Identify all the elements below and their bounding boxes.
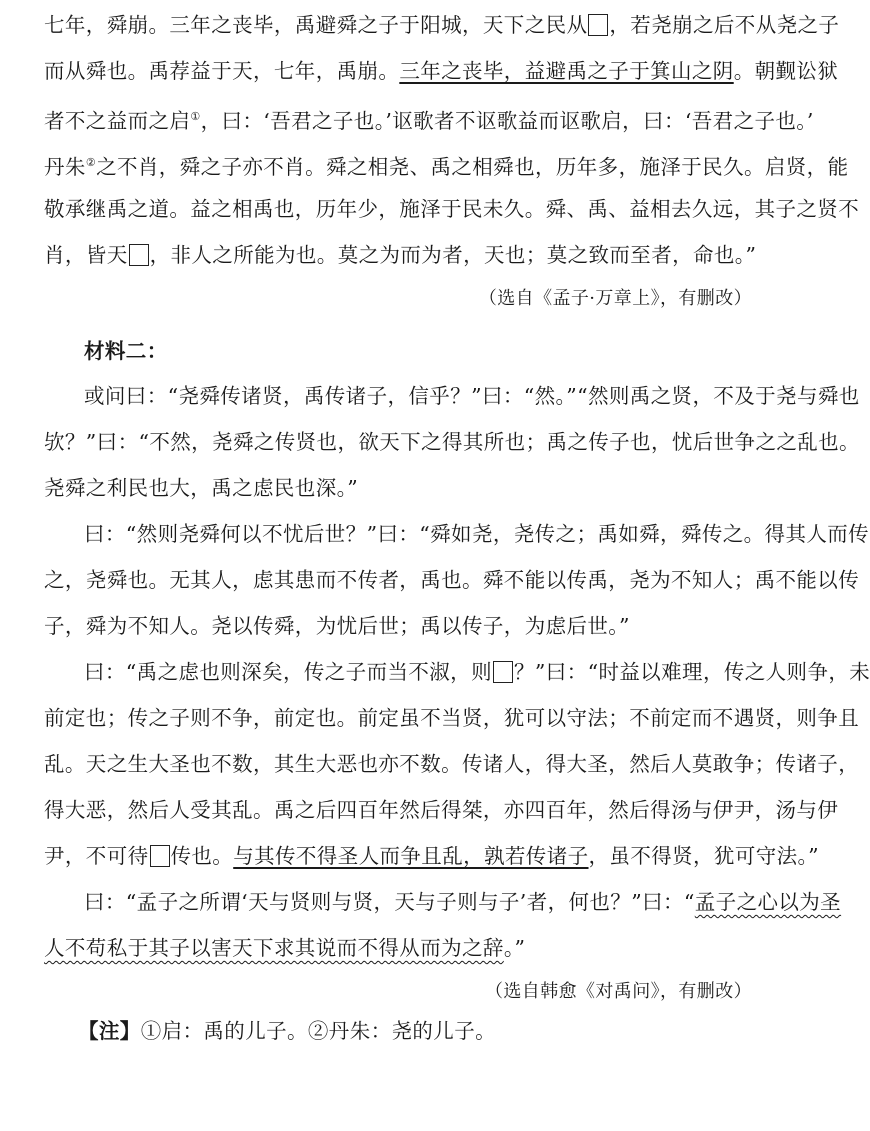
passage1-line-4: 丹朱②之不肖，舜之子亦不肖。舜之相尧、禹之相舜也，历年多，施泽于民久。启贤，能: [44, 155, 849, 179]
passage2-p4-line-2: 人不苟私于其子以害天下求其说而不得从而为之辞。”: [44, 936, 526, 960]
passage1-line-3: 者不之益而之启①，曰：‘吾君之子也。’讴歌者不讴歌益而讴歌启，曰：‘吾君之子也。’: [44, 109, 814, 133]
underlined-sentence: 与其传不得圣人而争且乱，孰若传诸子: [233, 844, 589, 868]
passage2-heading: 材料二：: [84, 339, 168, 363]
passage2-source: （选自韩愈《对禹问》，有删改）: [485, 981, 752, 1002]
passage1-line-6: 肖，皆天 ，非人之所能为也。莫之为而为者，天也；莫之致而至者，命也。”: [44, 243, 757, 267]
passage1-line-2: 而从舜也。禹荐益于天，七年，禹崩。三年之丧毕，益避禹之子于箕山之阴。朝觐讼狱: [44, 59, 839, 83]
passage1-line-5: 敬承继禹之道。益之相禹也，历年少，施泽于民未久。舜、禹、益相去久远，其子之贤不: [44, 197, 860, 221]
passage2-p2-line-3: 子，舜为不知人。尧以传舜，为忧后世；禹以传子，为虑后世。”: [44, 614, 630, 638]
passage2-p3-line-2: 前定也；传之子则不争，前定也。前定虽不当贤，犹可以守法；不前定而不遇贤，则争且: [44, 706, 860, 730]
blank-box: [493, 661, 513, 683]
passage2-p2-line-1: 曰：“然则尧舜何以不忧后世？”曰：“舜如尧，尧传之；禹如舜，舜传之。得其人而传: [84, 522, 870, 546]
wavy-underlined-text: 人不苟私于其子以害天下求其说而不得从而为之辞: [44, 936, 504, 960]
passage2-p3-line-5: 尹，不可待 传也。与其传不得圣人而争且乱，孰若传诸子，虽不得贤，犹可守法。”: [44, 844, 820, 868]
underlined-sentence: 三年之丧毕，益避禹之子于箕山之阴: [399, 59, 734, 83]
passage2-p3-line-1: 曰：“禹之虑也则深矣，传之子而当不淑，则 ？”曰：“时益以难理，传之人则争，未: [84, 660, 870, 684]
blank-box: [588, 14, 608, 36]
annotation-note: 【注】①启：禹的儿子。②丹朱：尧的儿子。: [78, 1019, 497, 1043]
wavy-underlined-text: 孟子之心以为圣: [694, 890, 842, 914]
blank-box: [129, 244, 149, 266]
passage1-source: （选自《孟子·万章上》，有删改）: [478, 288, 752, 309]
passage2-p1-line-3: 尧舜之利民也大，禹之虑民也深。”: [44, 476, 359, 500]
passage2-p4-line-1: 曰：“孟子之所谓‘天与贤则与贤，天与子则与子’者，何也？”曰：“孟子之心以为圣: [84, 890, 842, 914]
passage2-p3-line-3: 乱。天之生大圣也不数，其生大恶也亦不数。传诸人，得大圣，然后人莫敢争；传诸子，: [44, 752, 860, 776]
footnote-marker: ①: [190, 110, 201, 123]
footnote-marker: ②: [85, 156, 97, 169]
passage2-p1-line-2: 欤？”曰：“不然，尧舜之传贤也，欲天下之得其所也；禹之传子也，忧后世争之之乱也。: [44, 430, 860, 454]
passage2-p3-line-4: 得大恶，然后人受其乱。禹之后四百年然后得桀，亦四百年，然后得汤与伊尹，汤与伊: [44, 798, 839, 822]
passage2-p2-line-2: 之，尧舜也。无其人，虑其患而不传者，禹也。舜不能以传禹，尧为不知人；禹不能以传: [44, 568, 860, 592]
passage2-p1-line-1: 或问曰：“尧舜传诸贤，禹传诸子，信乎？”曰：“然。”“然则禹之贤，不及于尧与舜也: [84, 384, 860, 408]
blank-box: [150, 845, 170, 867]
passage1-line-1: 七年，舜崩。三年之丧毕，禹避舜之子于阳城，天下之民从 ，若尧崩之后不从尧之子: [44, 13, 840, 37]
